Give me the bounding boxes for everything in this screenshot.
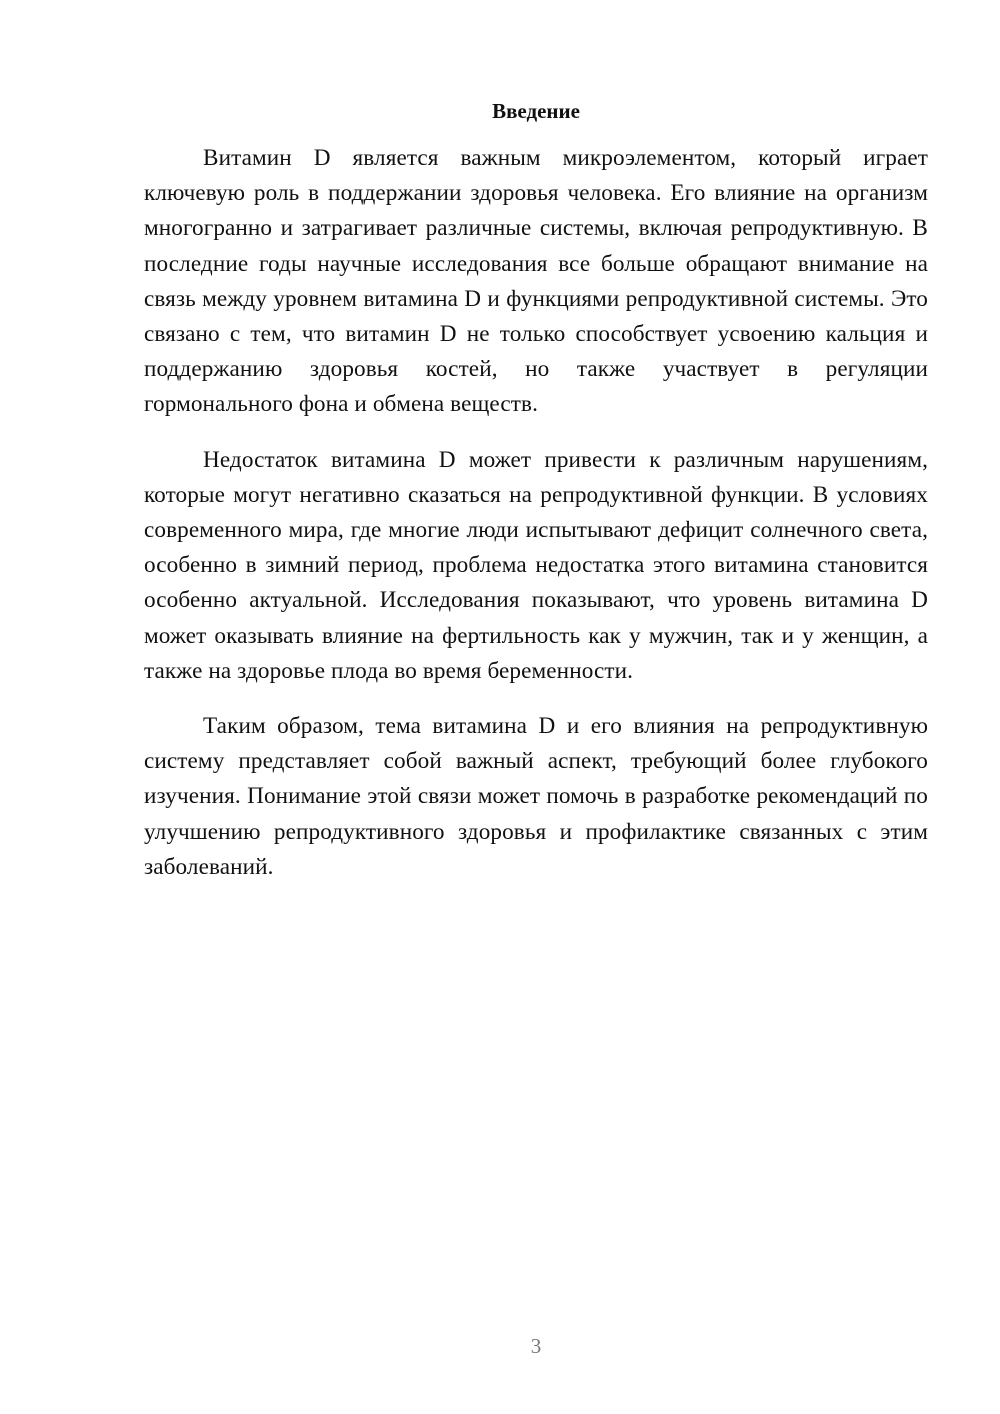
section-title: Введение: [492, 99, 580, 123]
paragraph-3: Таким образом, тема витамина D и его влияния на репродуктивную систему представляет собой важный аспект, требующий более глубокого изучения. Понимание этой связи может помочь в разработке рекомендаций по улучшению репродуктивного здоровья и профилактике связанных с этим заболеваний.: [144, 713, 928, 880]
paragraph-1: Витамин D является важным микроэлементом, который играет ключевую роль в поддержании здоровья человека. Его влияние на организм многогранно и затрагивает различные системы, включая репродуктивную. В последние годы научные исследования все больше обращают внимание на связь между уровнем витамина D и функциями репродуктивной системы. Это связано с тем, что витамин D не только способствует усвоению кальция и поддержанию здоровья костей, но также участвует в регуляции гормонального фона и обмена веществ.: [144, 145, 928, 418]
page-number: 3: [530, 1334, 542, 1358]
paragraph-2: Недостаток витамина D может привести к различным нарушениям, которые могут негативно сказаться на репродуктивной функции. В условиях современного мира, где многие люди испытывают дефицит солнечного света, особенно в зимний период, проблема недостатка этого витамина становится особенно актуальной. Исследования показывают, что уровень витамина D может оказывать влияние на фертильность как у мужчин, так и у женщин, а также на здоровье плода во время беременности.: [144, 446, 928, 684]
document-body: [144, 95, 928, 905]
